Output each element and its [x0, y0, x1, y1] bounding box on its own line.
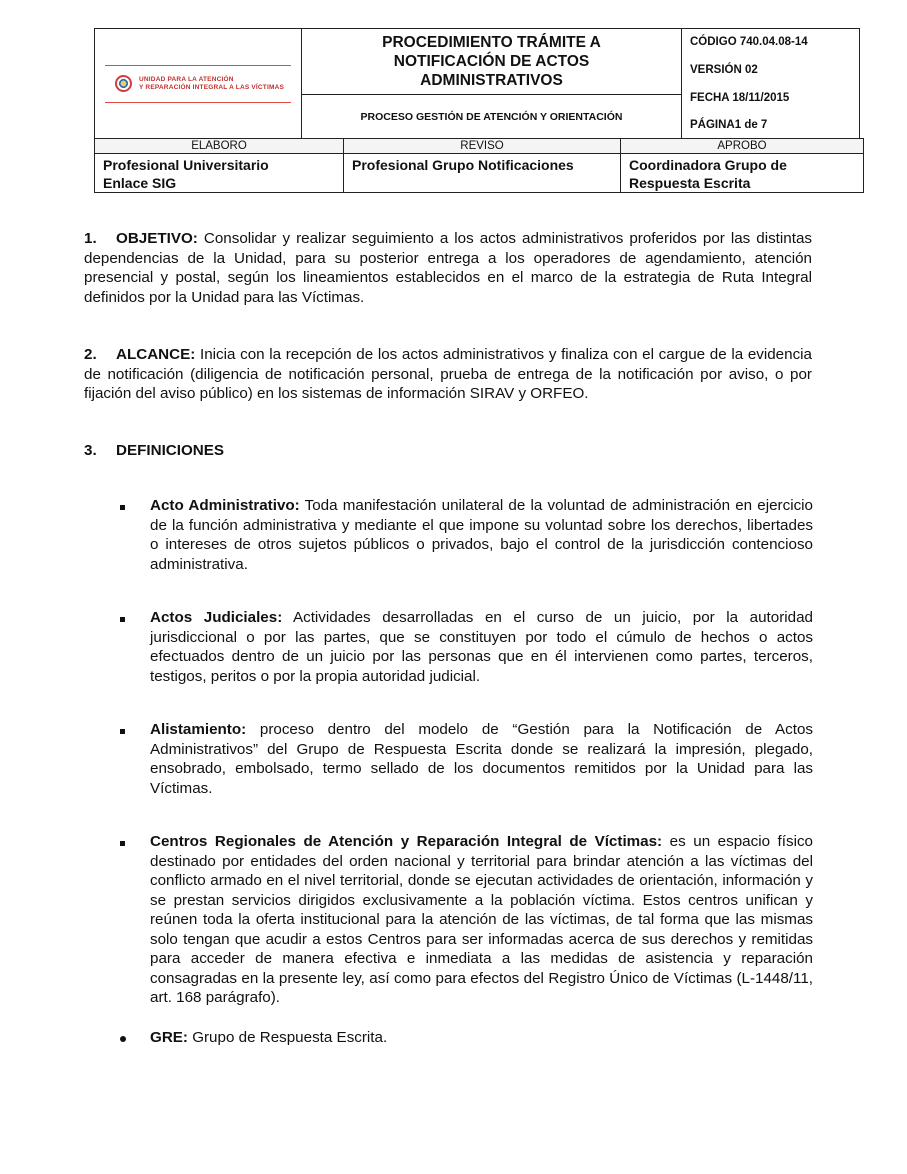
section-objetivo — [84, 229, 812, 307]
section-title: DEFINICIONES — [116, 442, 225, 459]
elaboro-value — [95, 154, 343, 194]
square-bullet-icon — [120, 608, 134, 628]
aprobo-value — [621, 154, 863, 194]
section-title: ALCANCE: — [116, 346, 196, 363]
reviso-column — [344, 139, 621, 192]
round-bullet-icon — [120, 1028, 134, 1048]
definition-text: proceso dentro del modelo de “Gestión para la Notificación de Actos Administrativos” del Grupo de Respuesta Escrita donde se realizará la impresión, plegado, ensobrado, embolsado, termo sellado de los documentos remitidos por la Unidad para las Víctimas. — [150, 721, 813, 797]
section-number: 1. — [84, 230, 97, 247]
square-bullet-icon — [120, 720, 134, 740]
section-number: 3. — [84, 442, 97, 459]
reviso-header: REVISO — [344, 139, 620, 154]
title-line2: NOTIFICACIÓN DE ACTOS — [393, 53, 590, 70]
aprobo-line2: Respuesta Escrita — [629, 175, 751, 191]
title-line3: ADMINISTRATIVOS — [420, 72, 563, 89]
title-cell — [302, 29, 682, 138]
unidad-victimas-logo — [105, 65, 291, 103]
process-name: PROCESO GESTIÓN DE ATENCIÓN Y ORIENTACIÓN — [360, 110, 623, 123]
aprobo-header: APROBO — [621, 139, 863, 154]
square-bullet-icon — [120, 832, 134, 852]
document-title — [302, 29, 681, 95]
approval-table — [94, 138, 864, 193]
elaboro-line1: Profesional Universitario — [103, 157, 269, 173]
elaboro-line2: Enlace SIG — [103, 175, 177, 191]
definition-text: Grupo de Respuesta Escrita. — [187, 1029, 388, 1046]
document-meta-cell — [682, 29, 859, 138]
definition-item — [150, 1028, 813, 1048]
definition-term: Centros Regionales de Atención y Reparación Integral de Víctimas: — [150, 833, 663, 850]
definition-text: Actividades desarrolladas en el curso de un juicio, por la autoridad jurisdiccional o por las partes, que se constituyen por todo el cúmulo de hechos o actos efectuados dentro de un juicio por las personas que en él intervienen como partes, terceros, testigos, peritos o por la propia autoridad judicial. — [150, 609, 813, 685]
document-header-table — [94, 28, 860, 139]
definition-item — [150, 496, 813, 574]
section-text: Inicia con la recepción de los actos administrativos y finaliza con el cargue de la evidencia de notificación (diligencia de notificación personal, prueba de entrega de la notificación por aviso, o por fijación del aviso público) en los sistemas de información SIRAV y ORFEO. — [84, 346, 812, 402]
title-line1: PROCEDIMIENTO TRÁMITE A — [382, 34, 601, 51]
section-alcance — [84, 345, 812, 404]
elaboro-column — [95, 139, 344, 192]
section-definiciones-heading — [84, 442, 224, 459]
elaboro-header: ELABORO — [95, 139, 343, 154]
definition-text: Toda manifestación unilateral de la voluntad de administración en ejercicio de la función administrativa y mediante el que impone su voluntad sobre los derechos, libertades o intereses de otros sujetos públicos o privados, bajo el control de la jurisdicción contencioso administrativa. — [150, 497, 813, 573]
logo-text-line1: UNIDAD PARA LA ATENCIÓN — [139, 76, 234, 83]
definition-term: Actos Judiciales: — [150, 609, 283, 626]
document-version: VERSIÓN 02 — [690, 64, 758, 76]
logo-text-line2: Y REPARACIÓN INTEGRAL A LAS VÍCTIMAS — [139, 84, 285, 91]
logo-cell — [95, 29, 302, 138]
document-page-number: PÁGINA1 de 7 — [690, 119, 768, 131]
document-code: CÓDIGO 740.04.08-14 — [690, 36, 808, 48]
reviso-value — [344, 154, 620, 176]
section-title: OBJETIVO: — [116, 230, 198, 247]
colombia-seal-icon — [115, 75, 132, 92]
logo-text — [139, 76, 284, 92]
square-bullet-icon — [120, 496, 134, 516]
reviso-line1: Profesional Grupo Notificaciones — [352, 157, 574, 173]
aprobo-line1: Coordinadora Grupo de — [629, 157, 787, 173]
definition-item — [150, 608, 813, 686]
definition-item — [150, 832, 813, 1008]
definition-text: es un espacio físico destinado por entidades del orden nacional y territorial para brindar atención a las víctimas del conflicto armado en el nivel territorial, donde se ejecutan actividades de orientación, información y se prestan servicios dirigidos exclusivamente a la población víctima. Estos centros unifican y reúnen toda la oferta institucional para la atención de las víctimas, de tal forma que las mismas solo tengan que acudir a estos Centros para ser informadas acerca de sus derechos y remitidas para acceder de manera efectiva e inmediata a las medidas de asistencia y reparación consagradas en la presente ley, así como para efectos del Registro Único de Víctimas (L-1448/11, art. 168 parágrafo). — [150, 833, 814, 1006]
section-text: Consolidar y realizar seguimiento a los actos administrativos proferidos por las distintas dependencias de la Unidad, para su posterior entrega a los operadores de agendamiento, atención presencial y postal, según los lineamientos establecidos en el marco de la estrategia de Ruta Integral definidos por la Unidad para las Víctimas. — [84, 230, 812, 306]
definition-term: GRE: — [150, 1029, 188, 1046]
section-number: 2. — [84, 346, 97, 363]
definition-term: Acto Administrativo: — [150, 497, 300, 514]
definition-term: Alistamiento: — [150, 721, 247, 738]
aprobo-column — [621, 139, 863, 192]
definition-item — [150, 720, 813, 798]
document-date: FECHA 18/11/2015 — [690, 92, 790, 104]
